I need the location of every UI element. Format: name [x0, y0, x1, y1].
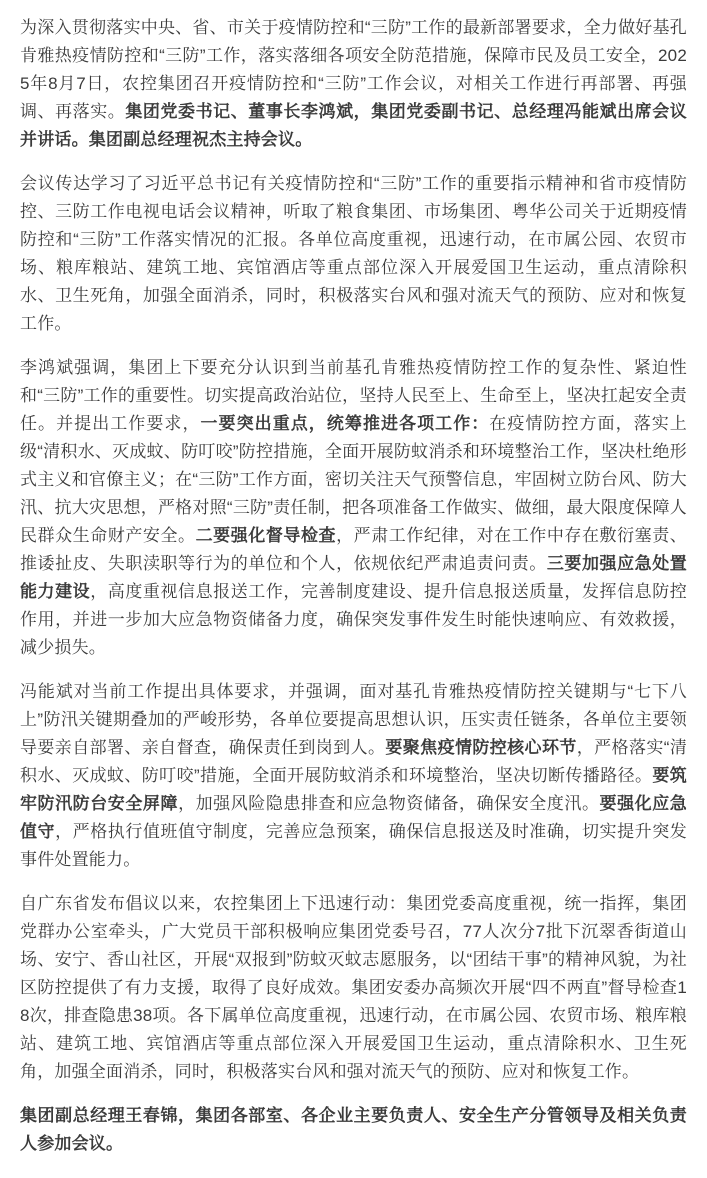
- text-run: ，加强风险隐患排查和应急物资储备，确保安全度汛。: [178, 794, 600, 813]
- text-run: ，严格落实“清积水、灭成蚊、防叮咬”措施，全面开展防蚊消杀和环境整治，坚决切断传播路径。: [20, 738, 688, 785]
- paragraph-6: [20, 1102, 687, 1158]
- bold-text-run: 二要强化督导检查: [195, 526, 337, 545]
- paragraph-1: [20, 14, 687, 154]
- paragraph-2: [20, 170, 687, 338]
- bold-text-run: 集团副总经理王春锦，集团各部室、各企业主要负责人、安全生产分管领导及相关负责人参加会议。: [20, 1106, 687, 1153]
- paragraph-4: [20, 678, 687, 874]
- text-run: 会议传达学习了习近平总书记有关疫情防控和“三防”工作的重要指示精神和省市疫情防控、三防工作电视电话会议精神，听取了粮食集团、市场集团、粤华公司关于近期疫情防控和“三防”工作落实情况的汇报。各单位高度重视，迅速行动，在市属公园、农贸市场、粮库粮站、建筑工地、宾馆酒店等重点部位深入开展爱国卫生运动，重点清除积水、卫生死角，加强全面消杀，同时，积极落实台风和强对流天气的预防、应对和恢复工作。: [20, 174, 687, 333]
- text-run: 在疫情防控方面，落实上级“清积水、灭成蚊、防叮咬”防控措施，全面开展防蚊消杀和环境整治工作，坚决杜绝形式主义和官僚主义；在“三防”工作方面，密切关注天气预警信息，牢固树立防台风、防大汛、抗大灾思想，严格对照“三防”责任制，把各项准备工作做实、做细，最大限度保障人民群众生命财产安全。: [20, 414, 687, 545]
- bold-text-run: 三要加强应急处置能力建设: [20, 554, 687, 601]
- text-run: 自广东省发布倡议以来，农控集团上下迅速行动：集团党委高度重视，统一指挥，集团党群办公室牵头，广大党员干部积极响应集团党委号召，77人次分7批下沉翠香街道山场、安宁、香山社区，开展“双报到”防蚊灭蚊志愿服务，以“团结干事”的精神风貌，为社区防控提供了有力支援，取得了良好成效。集团安委办高频次开展“四不两直”督导检查18次，排查隐患38项。各下属单位高度重视，迅速行动，在市属公园、农贸市场、粮库粮站、建筑工地、宾馆酒店等重点部位深入开展爱国卫生运动，重点清除积水、卫生死角，加强全面消杀，同时，积极落实台风和强对流天气的预防、应对和恢复工作。: [20, 894, 687, 1081]
- bold-text-run: 一要突出重点，统筹推进各项工作：: [200, 414, 490, 433]
- bold-text-run: 要聚焦疫情防控核心环节: [385, 738, 577, 757]
- paragraph-3: [20, 354, 687, 662]
- bold-text-run: 要筑牢防汛防台安全屏障: [20, 766, 688, 813]
- text-run: ，高度重视信息报送工作，完善制度建设、提升信息报送质量，发挥信息防控作用，并进一步加大应急物资储备力度，确保突发事件发生时能快速响应、有效救援，减少损失。: [20, 582, 687, 657]
- text-run: ，严肃工作纪律，对在工作中存在敷衍塞责、推诿扯皮、失职渎职等行为的单位和个人，依规依纪严肃追责问责。: [20, 526, 688, 573]
- text-run: ，严格执行值班值守制度，完善应急预案，确保信息报送及时准确，切实提升突发事件处置能力。: [20, 822, 687, 869]
- bold-text-run: 集团党委书记、董事长李鸿斌，集团党委副书记、总经理冯能斌出席会议并讲话。集团副总经理祝杰主持会议。: [20, 102, 687, 149]
- text-run: 李鸿斌强调，集团上下要充分认识到当前基孔肯雅热疫情防控工作的复杂性、紧迫性和“三防”工作的重要性。切实提高政治站位，坚持人民至上、生命至上，坚决扛起安全责任。并提出工作要求，: [20, 358, 687, 433]
- text-run: 冯能斌对当前工作提出具体要求，并强调，面对基孔肯雅热疫情防控关键期与“七下八上”防汛关键期叠加的严峻形势，各单位要提高思想认识，压实责任链条，各单位主要领导要亲自部署、亲自督查，确保责任到岗到人。: [20, 682, 687, 757]
- bold-text-run: 要强化应急值守: [20, 794, 687, 841]
- article-body: [20, 14, 687, 1158]
- paragraph-5: [20, 890, 687, 1086]
- text-run: 为深入贯彻落实中央、省、市关于疫情防控和“三防”工作的最新部署要求，全力做好基孔肯雅热疫情防控和“三防”工作，落实落细各项安全防范措施，保障市民及员工安全，2025年8月7日，农控集团召开疫情防控和“三防”工作会议，对相关工作进行再部署、再强调、再落实。: [20, 18, 687, 121]
